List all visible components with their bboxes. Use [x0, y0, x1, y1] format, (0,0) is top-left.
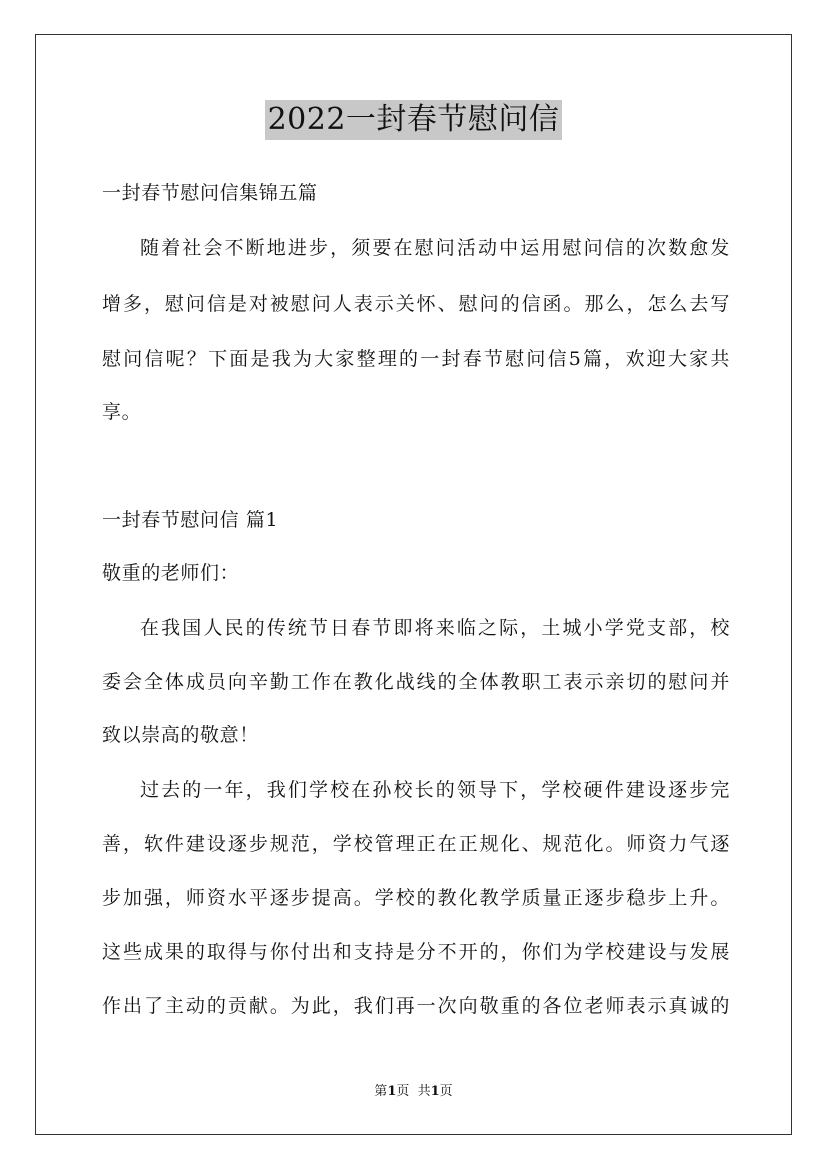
title-wrap — [0, 100, 827, 140]
greeting: 敬重的老师们： — [102, 562, 240, 584]
document-title: 2022一封春节慰问信 — [265, 100, 563, 140]
intro-line-4: 享。 — [102, 401, 142, 423]
para1-line-1: 在我国人民的传统节日春节即将来临之际，土城小学党支部，校 — [140, 617, 730, 639]
intro-line-3: 慰问信呢？下面是我为大家整理的一封春节慰问信5篇，欢迎大家共 — [102, 348, 730, 370]
para2-line-3: 步加强，师资水平逐步提高。学校的教化教学质量正逐步稳步上升。 — [102, 887, 730, 909]
footer-page-current: 1 — [387, 1084, 397, 1099]
intro-line-1: 随着社会不断地进步，须要在慰问活动中运用慰问信的次数愈发 — [140, 237, 730, 259]
para1-line-3: 致以崇高的敬意！ — [102, 724, 259, 746]
footer-page-total: 1 — [430, 1084, 440, 1099]
footer-suffix: 页 — [439, 1084, 453, 1099]
para1-line-2: 委会全体成员向辛勤工作在教化战线的全体教职工表示亲切的慰问并 — [102, 671, 730, 693]
para2-line-2: 善，软件建设逐步规范，学校管理正在正规化、规范化。师资力气逐 — [102, 833, 730, 855]
footer-mid: 页 共 — [396, 1084, 431, 1099]
subtitle: 一封春节慰问信集锦五篇 — [102, 182, 318, 204]
footer-prefix: 第 — [374, 1084, 388, 1099]
intro-line-2: 增多，慰问信是对被慰问人表示关怀、慰问的信函。那么，怎么去写 — [102, 293, 730, 315]
page-footer — [0, 1083, 827, 1101]
section-heading: 一封春节慰问信 篇1 — [102, 509, 279, 531]
para2-line-1: 过去的一年，我们学校在孙校长的领导下，学校硬件建设逐步完 — [140, 779, 730, 801]
para2-line-4: 这些成果的取得与你付出和支持是分不开的，你们为学校建设与发展 — [102, 941, 730, 963]
para2-line-5: 作出了主动的贡献。为此，我们再一次向敬重的各位老师表示真诚的 — [102, 995, 730, 1017]
